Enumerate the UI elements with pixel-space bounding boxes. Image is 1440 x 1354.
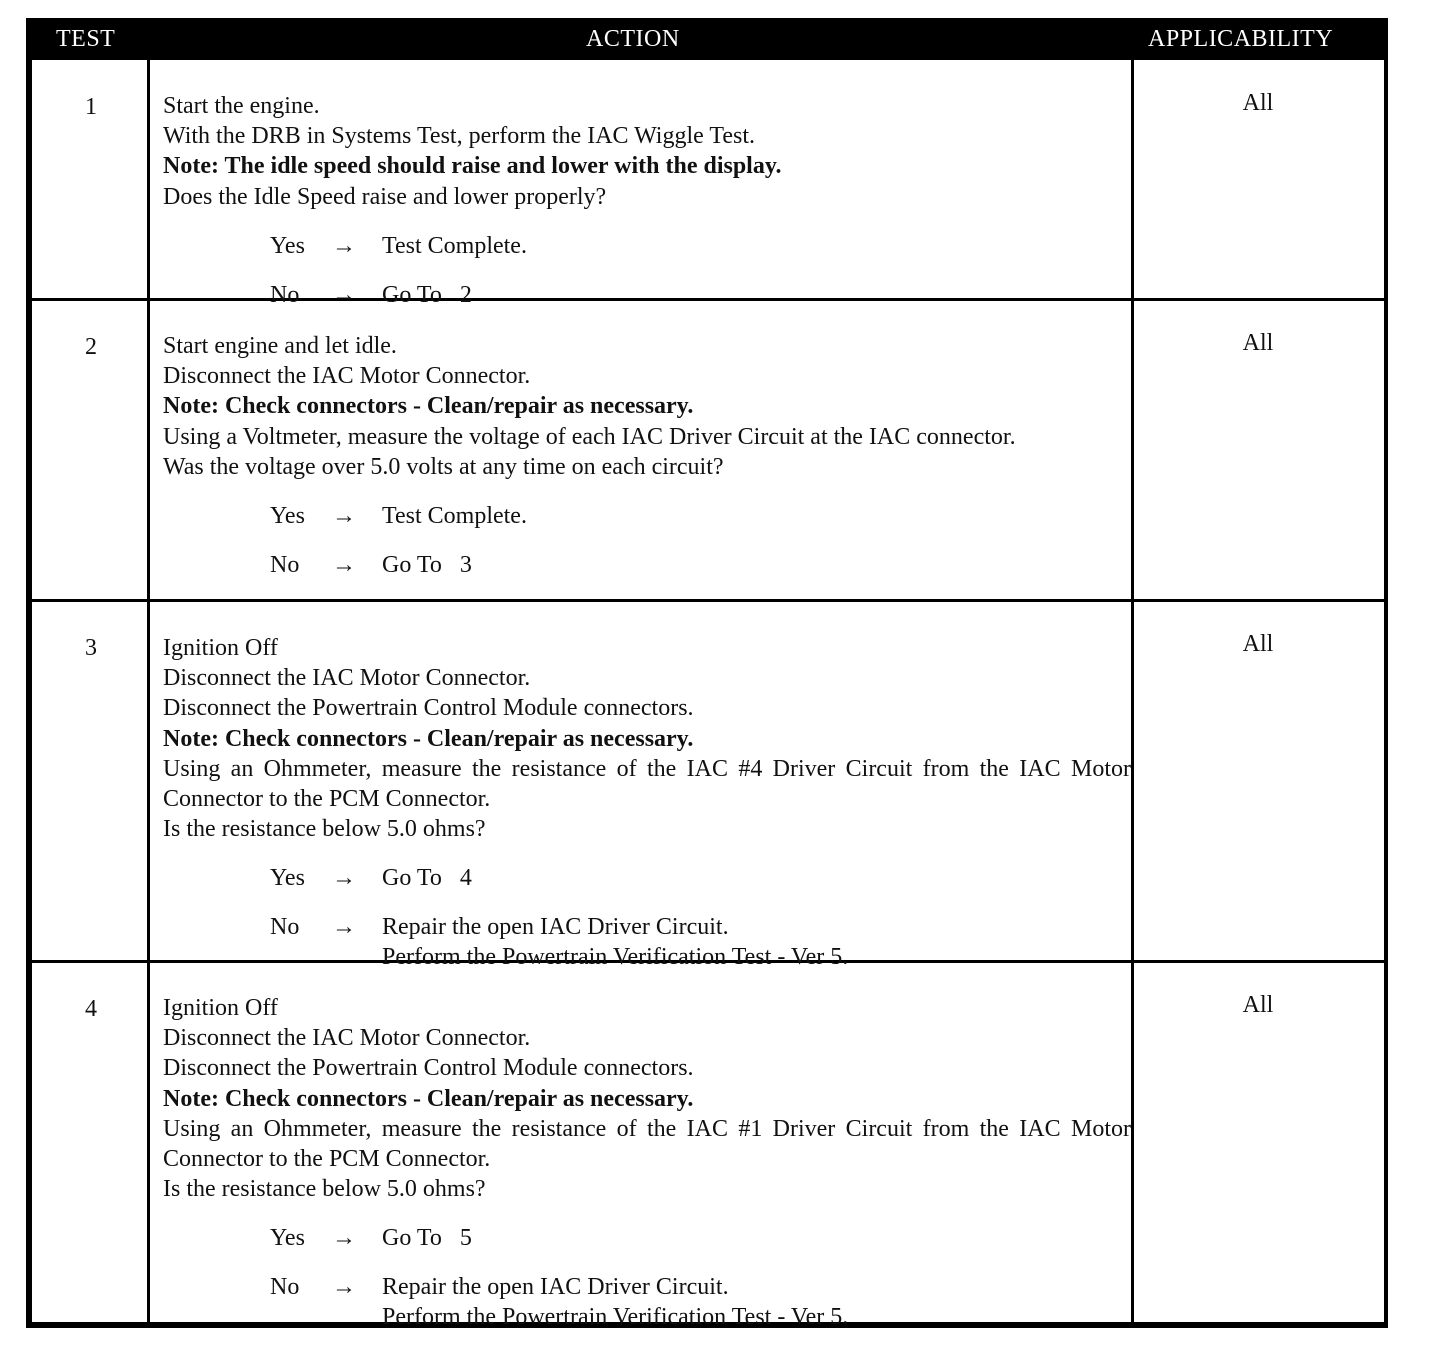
action-line: Start the engine. (163, 93, 320, 119)
applicability-value: All (1242, 90, 1274, 116)
action-question: Does the Idle Speed raise and lower properly? (163, 183, 607, 210)
outcome-result: Test Complete. (382, 232, 527, 259)
action-line: Start engine and let idle. (163, 333, 397, 359)
arrow-icon: → (332, 914, 356, 941)
applicability-value: All (1242, 330, 1274, 356)
no-outcome (270, 912, 1131, 972)
test-action (163, 331, 1131, 580)
action-note: Note: Check connectors - Clean/repair as necessary. (163, 393, 694, 420)
arrow-icon: → (332, 281, 356, 308)
header-applicability: APPLICABILITY (1148, 26, 1334, 52)
yes-outcome (270, 231, 1131, 261)
column-divider (147, 60, 150, 1322)
action-line: Using a Voltmeter, measure the voltage of each IAC Driver Circuit at the IAC connector. (163, 423, 1016, 450)
test-action (163, 91, 1131, 310)
column-divider (1131, 60, 1134, 1322)
action-line: Using an Ohmmeter, measure the resistance of the IAC #4 Driver Circuit from the IAC Motor Connector to the PCM Connector. (163, 755, 1131, 813)
action-question: Is the resistance below 5.0 ohms? (163, 816, 486, 843)
yes-label: Yes (270, 1225, 305, 1252)
no-outcome (270, 550, 1131, 580)
outcome-result: Go To 5 (382, 1225, 472, 1252)
action-note: Note: Check connectors - Clean/repair as necessary. (163, 725, 694, 752)
outcome-result: Perform the Powertrain Verification Test - Ver 5. (382, 944, 849, 971)
arrow-icon: → (332, 232, 356, 259)
action-note: Note: Check connectors - Clean/repair as necessary. (163, 1085, 694, 1112)
applicability-value: All (1242, 631, 1274, 657)
test-number: 1 (85, 94, 97, 120)
arrow-icon: → (332, 503, 356, 530)
no-label: No (270, 914, 300, 941)
header-test: TEST (56, 26, 116, 52)
arrow-icon: → (332, 1225, 356, 1252)
no-label: No (270, 281, 300, 308)
outcomes (163, 231, 1131, 310)
applicability-value: All (1242, 992, 1274, 1018)
outcomes (163, 863, 1131, 972)
test-action (163, 993, 1131, 1332)
header-action: ACTION (586, 26, 680, 52)
row-divider (32, 599, 1384, 602)
table-body (32, 60, 1384, 1331)
action-line: Disconnect the Powertrain Control Module connectors. (163, 1055, 694, 1082)
yes-outcome (270, 1223, 1131, 1253)
outcome-result: Test Complete. (382, 503, 527, 530)
outcome-result: Go To 3 (382, 552, 472, 579)
arrow-icon: → (332, 1274, 356, 1301)
outcome-result: Repair the open IAC Driver Circuit. (382, 1274, 729, 1301)
outcome-result: Perform the Powertrain Verification Test - Ver 5. (382, 1304, 849, 1331)
outcome-result: Go To 4 (382, 865, 472, 892)
action-line: Disconnect the IAC Motor Connector. (163, 1025, 531, 1052)
no-outcome (270, 280, 1131, 310)
action-line: Disconnect the Powertrain Control Module connectors. (163, 695, 694, 722)
yes-label: Yes (270, 503, 305, 530)
table-header (26, 18, 1388, 60)
action-line: Disconnect the IAC Motor Connector. (163, 665, 531, 692)
action-question: Is the resistance below 5.0 ohms? (163, 1176, 486, 1203)
test-number: 3 (85, 635, 97, 661)
no-outcome (270, 1272, 1131, 1332)
yes-outcome (270, 863, 1131, 893)
action-question: Was the voltage over 5.0 volts at any time on each circuit? (163, 453, 724, 480)
yes-outcome (270, 501, 1131, 531)
outcomes (163, 501, 1131, 580)
no-label: No (270, 1274, 300, 1301)
yes-label: Yes (270, 232, 305, 259)
outcome-result: Go To 2 (382, 281, 472, 308)
action-line: With the DRB in Systems Test, perform the IAC Wiggle Test. (163, 123, 755, 150)
action-line: Using an Ohmmeter, measure the resistance of the IAC #1 Driver Circuit from the IAC Motor Connector to the PCM Connector. (163, 1115, 1131, 1173)
action-line: Ignition Off (163, 995, 278, 1021)
action-line: Ignition Off (163, 635, 278, 661)
arrow-icon: → (332, 552, 356, 579)
outcome-result: Repair the open IAC Driver Circuit. (382, 914, 729, 941)
test-number: 4 (85, 996, 97, 1022)
arrow-icon: → (332, 865, 356, 892)
diagnostic-table (26, 18, 1388, 1331)
outcomes (163, 1223, 1131, 1332)
action-note: Note: The idle speed should raise and lower with the display. (163, 153, 782, 180)
action-line: Disconnect the IAC Motor Connector. (163, 363, 531, 390)
yes-label: Yes (270, 865, 305, 892)
test-action (163, 633, 1131, 972)
test-number: 2 (85, 334, 97, 360)
no-label: No (270, 552, 300, 579)
